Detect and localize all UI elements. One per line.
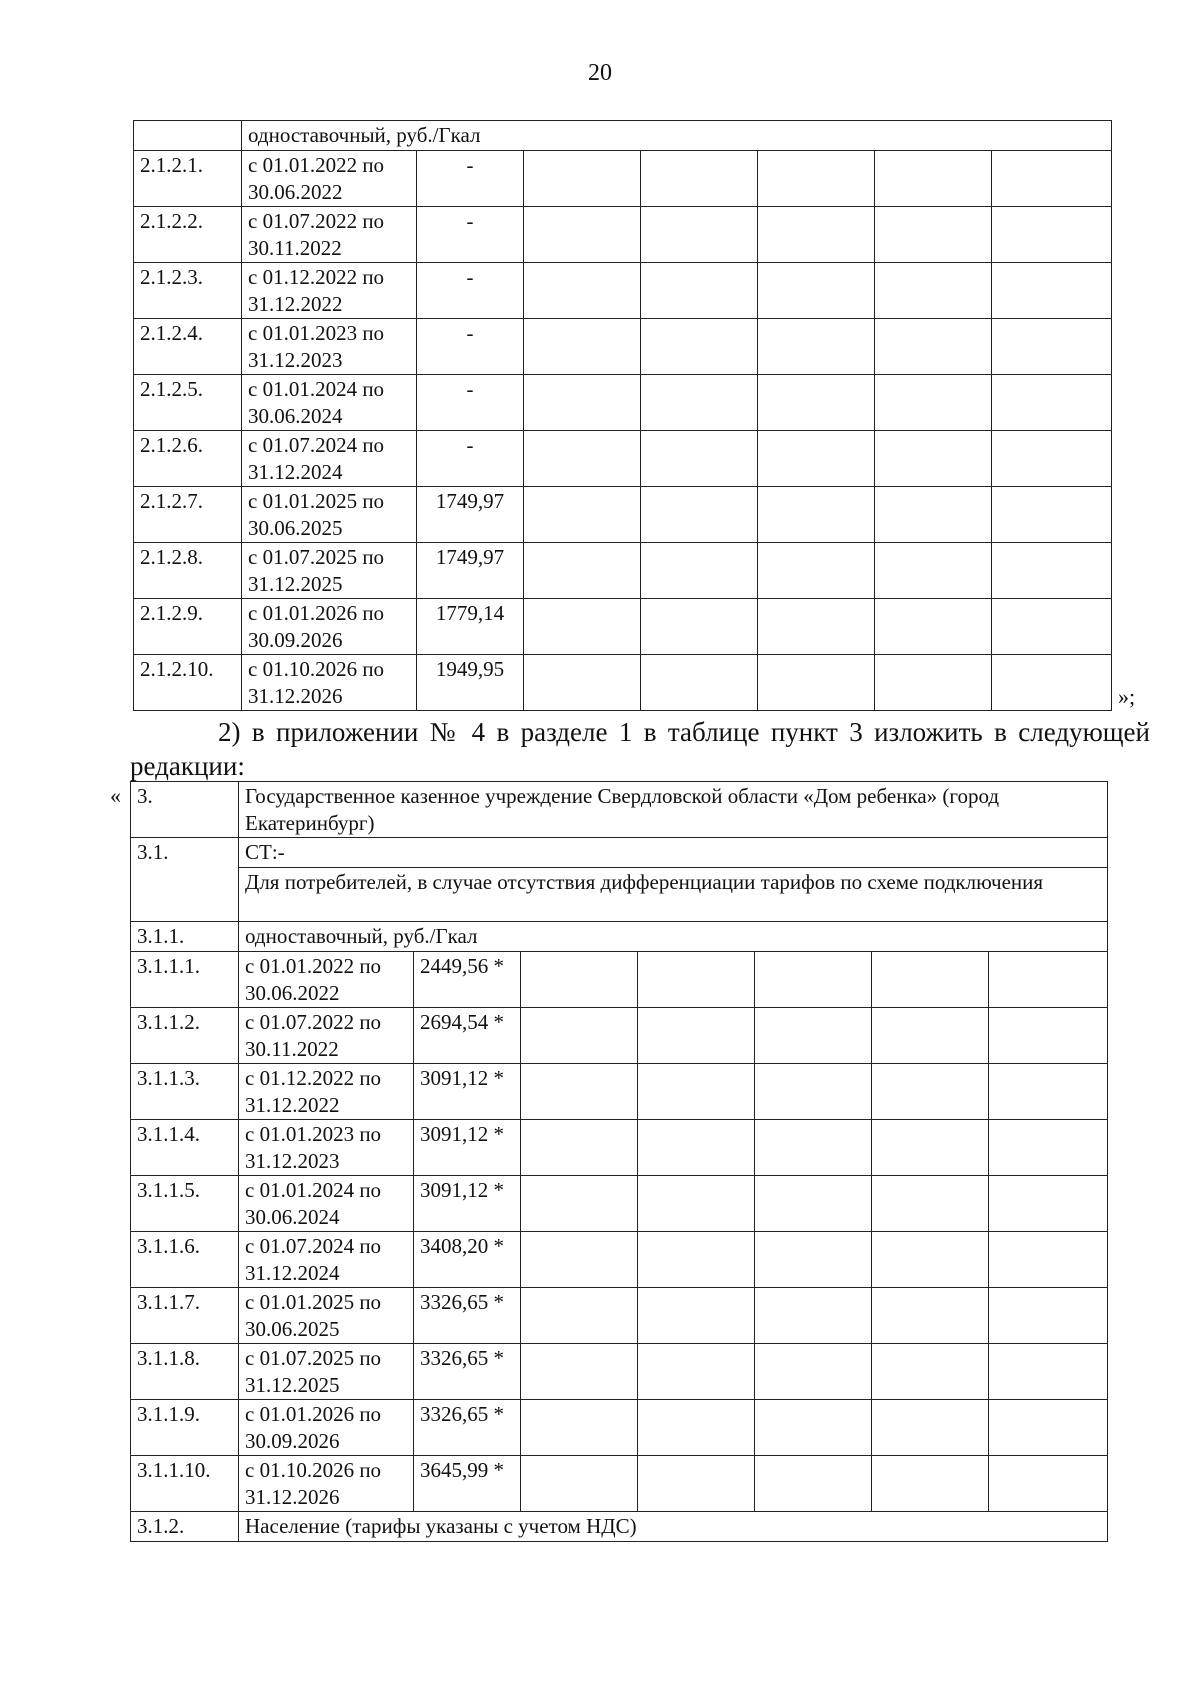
- tariff-table-item-3: [130, 781, 1108, 1542]
- header-rate-type: одноставочный, руб./Гкал: [242, 121, 1112, 151]
- tariff-value: 3326,65 *: [414, 1344, 521, 1400]
- period-cell: с 01.07.2025 по 31.12.2025: [239, 1344, 414, 1400]
- empty-cell: [992, 431, 1112, 487]
- empty-cell: [875, 151, 992, 207]
- empty-cell: [524, 319, 641, 375]
- tariff-value: -: [417, 375, 524, 431]
- empty-cell: [638, 1008, 755, 1064]
- empty-cell: [872, 1288, 989, 1344]
- empty-cell: [521, 1456, 638, 1512]
- period-cell: с 01.10.2026 по 31.12.2026: [239, 1456, 414, 1512]
- empty-cell: [992, 207, 1112, 263]
- table-row: [131, 1120, 1108, 1176]
- period-cell: с 01.01.2026 по 30.09.2026: [239, 1400, 414, 1456]
- empty-cell: [638, 952, 755, 1008]
- empty-cell: [875, 487, 992, 543]
- table-row: [134, 207, 1112, 263]
- tariff-value: 3091,12 *: [414, 1064, 521, 1120]
- empty-cell: [524, 375, 641, 431]
- row-number: 2.1.2.5.: [134, 375, 242, 431]
- tariff-value: 1779,14: [417, 599, 524, 655]
- empty-cell: [758, 655, 875, 711]
- empty-cell: [641, 151, 758, 207]
- table-row: [131, 1008, 1108, 1064]
- empty-cell: [641, 487, 758, 543]
- empty-cell: [641, 599, 758, 655]
- empty-cell: [989, 1064, 1108, 1120]
- period-cell: с 01.01.2025 по 30.06.2025: [242, 487, 417, 543]
- empty-cell: [755, 1064, 872, 1120]
- organization-name: Государственное казенное учреждение Свердловской области «Дом ребенка» (город Екатеринбург): [239, 782, 1108, 838]
- empty-cell: [641, 263, 758, 319]
- row-number: 3.1.1.2.: [131, 1008, 239, 1064]
- empty-cell: [872, 952, 989, 1008]
- tariff-value: 1949,95: [417, 655, 524, 711]
- row-number: 2.1.2.10.: [134, 655, 242, 711]
- tariff-value: 2694,54 *: [414, 1008, 521, 1064]
- tariff-value: -: [417, 431, 524, 487]
- empty-cell: [638, 1232, 755, 1288]
- empty-cell: [521, 1344, 638, 1400]
- row-number: 2.1.2.7.: [134, 487, 242, 543]
- period-cell: с 01.01.2023 по 31.12.2023: [239, 1120, 414, 1176]
- empty-cell: [521, 1064, 638, 1120]
- empty-cell: [992, 319, 1112, 375]
- empty-cell: [872, 1232, 989, 1288]
- period-cell: с 01.12.2022 по 31.12.2022: [239, 1064, 414, 1120]
- empty-cell: [992, 375, 1112, 431]
- period-cell: с 01.01.2023 по 31.12.2023: [242, 319, 417, 375]
- tariff-value: 3326,65 *: [414, 1400, 521, 1456]
- empty-cell: [755, 1120, 872, 1176]
- empty-cell: [755, 1008, 872, 1064]
- empty-cell: [872, 1008, 989, 1064]
- tariff-value: 3091,12 *: [414, 1120, 521, 1176]
- row-number: 2.1.2.3.: [134, 263, 242, 319]
- empty-cell: [989, 952, 1108, 1008]
- table-row: [131, 1400, 1108, 1456]
- empty-cell: [872, 1344, 989, 1400]
- empty-cell: [758, 263, 875, 319]
- empty-cell: [758, 375, 875, 431]
- row-number: 3.1.1.8.: [131, 1344, 239, 1400]
- opening-quote: «: [110, 783, 121, 808]
- consumer-group: Население (тарифы указаны с учетом НДС): [239, 1512, 1108, 1542]
- row-number: 3.1.1.: [131, 922, 239, 952]
- row-number: 3.1.1.9.: [131, 1400, 239, 1456]
- row-number: 2.1.2.1.: [134, 151, 242, 207]
- closing-quote: »;: [1118, 684, 1136, 709]
- table-row: [131, 838, 1108, 868]
- row-number: 2.1.2.8.: [134, 543, 242, 599]
- empty-cell: [875, 431, 992, 487]
- period-cell: с 01.07.2022 по 30.11.2022: [239, 1008, 414, 1064]
- empty-cell: [521, 1232, 638, 1288]
- empty-cell: [755, 1232, 872, 1288]
- row-number: 3.1.: [131, 838, 239, 922]
- table-row: [131, 1512, 1108, 1542]
- tariff-value: -: [417, 207, 524, 263]
- empty-cell: [638, 1344, 755, 1400]
- tariff-value: 3645,99 *: [414, 1456, 521, 1512]
- empty-cell: [641, 431, 758, 487]
- table-row: [131, 1176, 1108, 1232]
- empty-cell: [872, 1176, 989, 1232]
- row-number: 3.1.1.4.: [131, 1120, 239, 1176]
- empty-cell: [521, 1120, 638, 1176]
- empty-cell: [992, 655, 1112, 711]
- service-type: СТ:-: [239, 838, 1108, 868]
- empty-cell: [521, 1176, 638, 1232]
- empty-cell: [992, 543, 1112, 599]
- empty-cell: [521, 1288, 638, 1344]
- row-number: 3.1.2.: [131, 1512, 239, 1542]
- empty-cell: [524, 543, 641, 599]
- table-row: [131, 952, 1108, 1008]
- row-number: 2.1.2.6.: [134, 431, 242, 487]
- row-number: 2.1.2.4.: [134, 319, 242, 375]
- consumer-description: Для потребителей, в случае отсутствия дифференциации тарифов по схеме подключения: [239, 868, 1108, 922]
- period-cell: с 01.12.2022 по 31.12.2022: [242, 263, 417, 319]
- table-row: [134, 487, 1112, 543]
- period-cell: с 01.01.2025 по 30.06.2025: [239, 1288, 414, 1344]
- empty-cell: [989, 1008, 1108, 1064]
- period-cell: с 01.10.2026 по 31.12.2026: [242, 655, 417, 711]
- empty-cell: [989, 1400, 1108, 1456]
- tariff-value: 1749,97: [417, 487, 524, 543]
- empty-cell: [872, 1400, 989, 1456]
- period-cell: с 01.01.2022 по 30.06.2022: [239, 952, 414, 1008]
- empty-cell: [641, 319, 758, 375]
- empty-cell: [758, 543, 875, 599]
- empty-cell: [641, 655, 758, 711]
- amendment-paragraph: 2) в приложении № 4 в разделе 1 в таблице пункт 3 изложить в следующей редакции:: [130, 717, 1150, 781]
- empty-cell: [992, 263, 1112, 319]
- empty-cell: [755, 1288, 872, 1344]
- empty-cell: [524, 599, 641, 655]
- empty-cell: [755, 1176, 872, 1232]
- empty-cell: [641, 543, 758, 599]
- empty-cell: [875, 599, 992, 655]
- empty-cell: [758, 319, 875, 375]
- period-cell: с 01.01.2026 по 30.09.2026: [242, 599, 417, 655]
- empty-cell: [638, 1456, 755, 1512]
- row-number: 2.1.2.9.: [134, 599, 242, 655]
- tariff-value: 3408,20 *: [414, 1232, 521, 1288]
- empty-cell: [638, 1400, 755, 1456]
- empty-cell: [875, 655, 992, 711]
- empty-cell: [875, 543, 992, 599]
- empty-cell: [992, 487, 1112, 543]
- empty-cell: [758, 599, 875, 655]
- empty-cell: [755, 1400, 872, 1456]
- row-number: 3.: [131, 782, 239, 838]
- empty-cell: [872, 1064, 989, 1120]
- period-cell: с 01.07.2024 по 31.12.2024: [239, 1232, 414, 1288]
- header-num-cell: [134, 121, 242, 151]
- empty-cell: [638, 1176, 755, 1232]
- row-number: 3.1.1.10.: [131, 1456, 239, 1512]
- tariff-value: -: [417, 263, 524, 319]
- table-row: [131, 868, 1108, 922]
- tariff-value: 2449,56 *: [414, 952, 521, 1008]
- empty-cell: [524, 263, 641, 319]
- table-row: [131, 782, 1108, 838]
- table-row: [134, 319, 1112, 375]
- period-cell: с 01.07.2024 по 31.12.2024: [242, 431, 417, 487]
- empty-cell: [872, 1120, 989, 1176]
- table-header-row: [134, 121, 1112, 151]
- empty-cell: [875, 319, 992, 375]
- tariff-value: -: [417, 151, 524, 207]
- empty-cell: [989, 1120, 1108, 1176]
- tariff-value: -: [417, 319, 524, 375]
- table-row: [134, 431, 1112, 487]
- empty-cell: [641, 207, 758, 263]
- empty-cell: [524, 207, 641, 263]
- period-cell: с 01.01.2024 по 30.06.2024: [242, 375, 417, 431]
- empty-cell: [524, 151, 641, 207]
- empty-cell: [524, 487, 641, 543]
- page-number: 20: [588, 60, 612, 86]
- table-row: [134, 655, 1112, 711]
- empty-cell: [521, 952, 638, 1008]
- empty-cell: [758, 207, 875, 263]
- tariff-value: 3091,12 *: [414, 1176, 521, 1232]
- empty-cell: [641, 375, 758, 431]
- empty-cell: [758, 487, 875, 543]
- tariff-value: 1749,97: [417, 543, 524, 599]
- table-row: [131, 1288, 1108, 1344]
- empty-cell: [755, 1456, 872, 1512]
- empty-cell: [758, 431, 875, 487]
- table-row: [134, 151, 1112, 207]
- row-number: 3.1.1.3.: [131, 1064, 239, 1120]
- row-number: 3.1.1.7.: [131, 1288, 239, 1344]
- empty-cell: [989, 1456, 1108, 1512]
- row-number: 3.1.1.1.: [131, 952, 239, 1008]
- row-number: 3.1.1.6.: [131, 1232, 239, 1288]
- tariff-table-section-2: [133, 120, 1112, 711]
- empty-cell: [638, 1120, 755, 1176]
- table-row: [134, 543, 1112, 599]
- empty-cell: [989, 1176, 1108, 1232]
- empty-cell: [758, 151, 875, 207]
- table-row: [134, 599, 1112, 655]
- empty-cell: [638, 1288, 755, 1344]
- empty-cell: [755, 952, 872, 1008]
- period-cell: с 01.07.2025 по 31.12.2025: [242, 543, 417, 599]
- tariff-value: 3326,65 *: [414, 1288, 521, 1344]
- row-number: 3.1.1.5.: [131, 1176, 239, 1232]
- row-number: 2.1.2.2.: [134, 207, 242, 263]
- empty-cell: [875, 263, 992, 319]
- period-cell: с 01.07.2022 по 30.11.2022: [242, 207, 417, 263]
- empty-cell: [989, 1344, 1108, 1400]
- empty-cell: [989, 1288, 1108, 1344]
- table-row: [131, 1064, 1108, 1120]
- empty-cell: [638, 1064, 755, 1120]
- empty-cell: [524, 655, 641, 711]
- table-row: [131, 1344, 1108, 1400]
- empty-cell: [989, 1232, 1108, 1288]
- empty-cell: [755, 1344, 872, 1400]
- table-row: [131, 1232, 1108, 1288]
- empty-cell: [524, 431, 641, 487]
- rate-type: одноставочный, руб./Гкал: [239, 922, 1108, 952]
- empty-cell: [875, 207, 992, 263]
- table-row: [134, 375, 1112, 431]
- table-row: [131, 922, 1108, 952]
- period-cell: с 01.01.2024 по 30.06.2024: [239, 1176, 414, 1232]
- empty-cell: [875, 375, 992, 431]
- empty-cell: [992, 599, 1112, 655]
- empty-cell: [521, 1400, 638, 1456]
- empty-cell: [992, 151, 1112, 207]
- period-cell: с 01.01.2022 по 30.06.2022: [242, 151, 417, 207]
- table-row: [134, 263, 1112, 319]
- empty-cell: [872, 1456, 989, 1512]
- empty-cell: [521, 1008, 638, 1064]
- table-row: [131, 1456, 1108, 1512]
